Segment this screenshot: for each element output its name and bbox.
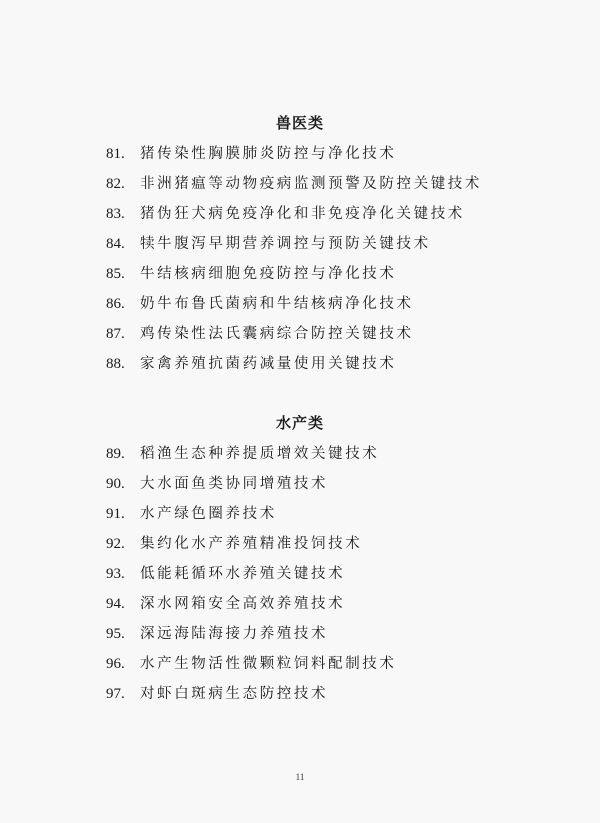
section-veterinary	[0, 113, 600, 372]
list-item	[0, 654, 600, 684]
item-number: 81.	[106, 146, 125, 162]
list-item	[0, 564, 600, 594]
list-item	[0, 594, 600, 624]
item-text: 水产绿色圈养技术	[140, 506, 277, 522]
section-heading: 兽医类	[275, 114, 324, 132]
item-number: 90.	[106, 476, 125, 492]
item-text: 稻渔生态种养提质增效关键技术	[140, 446, 380, 462]
item-text: 集约化水产养殖精准投饲技术	[140, 536, 363, 552]
item-text: 对虾白斑病生态防控技术	[140, 686, 329, 702]
section-aquaculture	[0, 413, 600, 702]
item-number: 93.	[106, 566, 125, 582]
item-number: 82.	[106, 176, 125, 192]
item-text: 鸡传染性法氏囊病综合防控关键技术	[140, 326, 414, 342]
item-number: 84.	[106, 236, 125, 252]
item-text: 水产生物活性微颗粒饲料配制技术	[140, 656, 397, 672]
section-heading: 水产类	[275, 414, 324, 432]
list-item	[0, 534, 600, 564]
technique-list	[0, 444, 600, 714]
list-item	[0, 144, 600, 174]
item-number: 95.	[106, 626, 125, 642]
item-number: 96.	[106, 656, 125, 672]
item-number: 89.	[106, 446, 125, 462]
list-item	[0, 234, 600, 264]
item-number: 87.	[106, 326, 125, 342]
item-text: 牛结核病细胞免疫防控与净化技术	[140, 266, 397, 282]
list-item	[0, 204, 600, 234]
item-text: 犊牛腹泻早期营养调控与预防关键技术	[140, 236, 431, 252]
list-item	[0, 324, 600, 354]
item-text: 猪传染性胸膜肺炎防控与净化技术	[140, 146, 397, 162]
list-item	[0, 444, 600, 474]
list-item	[0, 354, 600, 384]
item-text: 低能耗循环水养殖关键技术	[140, 566, 346, 582]
list-item	[0, 504, 600, 534]
item-number: 88.	[106, 356, 125, 372]
item-text: 深远海陆海接力养殖技术	[140, 626, 329, 642]
item-text: 非洲猪瘟等动物疫病监测预警及防控关键技术	[140, 176, 482, 192]
item-text: 大水面鱼类协同增殖技术	[140, 476, 329, 492]
list-item	[0, 294, 600, 324]
technique-list	[0, 144, 600, 384]
item-number: 85.	[106, 266, 125, 282]
item-text: 深水网箱安全高效养殖技术	[140, 596, 346, 612]
item-text: 家禽养殖抗菌药减量使用关键技术	[140, 356, 397, 372]
item-number: 86.	[106, 296, 125, 312]
item-number: 97.	[106, 686, 125, 702]
list-item	[0, 174, 600, 204]
list-item	[0, 474, 600, 504]
item-number: 94.	[106, 596, 125, 612]
item-number: 91.	[106, 506, 125, 522]
item-number: 83.	[106, 206, 125, 222]
page-number: 11	[295, 772, 305, 782]
list-item	[0, 624, 600, 654]
item-text: 猪伪狂犬病免疫净化和非免疫净化关键技术	[140, 206, 465, 222]
item-number: 92.	[106, 536, 125, 552]
list-item	[0, 264, 600, 294]
item-text: 奶牛布鲁氏菌病和牛结核病净化技术	[140, 296, 414, 312]
list-item	[0, 684, 600, 714]
